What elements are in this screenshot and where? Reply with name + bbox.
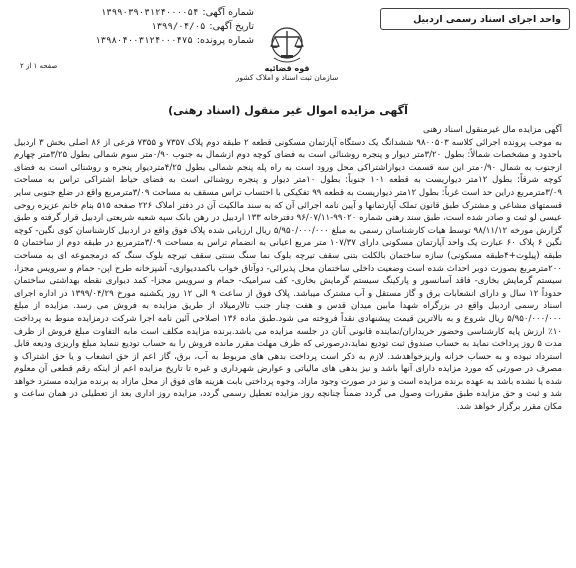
notice-number-label: شماره آگهی:	[202, 7, 254, 18]
case-number: ۱۳۹۸۰۴۰۰۳۱۲۴۰۰۰۴۷۵	[95, 36, 193, 46]
judiciary-emblem	[232, 26, 342, 98]
emblem-subtitle: سازمان ثبت اسناد و املاک کشور	[235, 73, 339, 82]
notice-paragraph-2: به موجب پرونده اجرائی کلاسه ۹۸۰۰۵۰۳ ششدانگ یک دستگاه آپارتمان مسکونی قطعه ۲ طبقه دوم پلاک ۷۳۵۷ و ۷۳۵۵ فرعی از ۸۶ اصلی بخش ۳ اردبیل باحدود و مشخصات شمالاً: بطول ۳/۲۰متر دیوار و پنجره روشنائی است به فضای کوچه دوم ازشمال به جنوب ۰/۹۰متر سوم شمالی بطول ۳/۲۵متر چهارم ازجنوب به شمال ۰/۹۰متر این سه قسمت دیواراشتراکی محل ورود است به راه پله پنجم شمالی بطول ۴/۲۵متردیوار پنجره و روشنائی است به فضای کوچه شرقاً: بطول ۱۲متر دیواریست به قطعه ۱۰۱ جنوباً: بطول ۱۰متر دیوار و پنجره روشنائی است به فضای حیاط اشتراکی تراس به مساحت ۳/۰۹مترمربع دراین حد است غرباً: بطول ۱۲متر دیواریست به قطعه ۹۹ تفکیکی با احتساب تراس مسقف به مساحت ۳/۰۹مترمربع واقع در ضلع جنوبی سایر قسمتهای مشاعی و مشترک طبق قانون تملک آپارتمانها و آیین نامه اجرائی آن که به سند مالکیت آن در دفتر املاک ۲۲۶ صفحه ۵۱۵ بنام خانم عزیزه روحی عیسی لو ثبت و صادر شده است، طبق سند رهنی شماره ۹۹۰۲۰-۹۶/۰۷/۱۱ دفترخانه ۱۳۳ اردبیل در رهن بانک سپه شعبه شریعتی اردبیل قرار گرفته و طبق گزارش مورخه ۹۸/۱۱/۱۲ توسط هیات کارشناسان رسمی به مبلغ ۵/۹۵۰/۰۰۰/۰۰۰ ریال ارزیابی شده پلاک فوق واقع در اردبیل کارشناسان کوی نگین- کوچه نگین ۶ پلاک ۶۰ عبارت یک واحد آپارتمان مسکونی دارای ۱۰۷/۳۷ متر مربع اعیانی به انضمام تراس به مساحت ۳/۰۹مترمربع در طبقه دوم از ساختمان ۵ طبقه (پیلوت+۴طبقه مسکونی) سازه ساختمان بالکلت بتنی سقف تیرچه بلوک نما سنگ سنتی سقف تیرچه بلوک سنگ که درمجموعه ای به مساحت ۲۰۰مترمربع بصورت دوبر احداث شده است وضعیت داخلی ساختمان محل پذیرائی- دوآتاق خواب باکمددیواری- آشپزخانه طرح اپن- حمام و سرویس مجزا، سیستم گرمایش بخاری- فاقد آسانسور و پارکینگ سیستم گرمایش بخاری- کف سرامیک- حمام و سرویس مجزا- کمد دیواری نقطه بهداشتی ساختمان حدوداً ۱۲ سال و دارای انشعابات برق و گاز مستقل و آب مشترک میباشد. پلاک فوق از ساعت ۹ الی ۱۲ روز یکشنبه مورخ ۱۳۹۹/۰۴/۲۹ در اداره اجرای اسناد رسمی اردبیل واقع در بزرگراه شهدا مابین میدان قدس و هفت چنار جنب تالارمیلاد از طریق مزایده به فروش می رسد. مزایده از مبلغ ۵/۹۵۰/۰۰۰/۰۰۰ ریال شروع و به بالاترین قیمت پیشنهادی نقداً فروخته می شود.طبق ماده ۱۳۶ اصلاحی آئین نامه اجرا شرکت درمزایده منوط به پرداخت ۱۰٪ ارزش پایه کارشناسی وحضور خریداران/نماینده قانونی آنان در جلسه مزایده می باشد.برنده مزایده مکلف است مابه التفاوت مبلغ فروش از ظرف مدت ۵ روز پرداخت نماید به حساب صندوق ثبت تودیع نماید،درصورتی که ظرف مهلت مقرر مانده فروش را به حساب تودیع ننماید مبلغ واریزی ودیعه قابل استرداد نبوده و به حساب خزانه واریزخواهدشد. لازم به ذکر است پرداخت بدهی های مربوط به آب، برق، گاز اعم از حق انشعاب و یا حق اشتراک و مصرف در صورتی که مورد مزایده دارای آنها باشد و نیز بدهی های مالیاتی و عوارض شهرداری و غیره تا تاریخ مزایده اعم از اینکه رقم قطعی آن معلوم شده یا نشده باشد به عهده برنده مزایده است و نیز در صورت وجود مازاد، وجوه پرداختی بابت هزینه های فوق از محل مازاد به برنده مزایده مسترد خواهد شد و ثبت و حق مزایده طبق مقررات وصول می گردد ضمناً چنانچه روز مزایده تعطیل رسمی گردد، مزایده روز اداری بعد از تعطیلی در همان ساعت و مکان مقرر برگزار خواهد شد.	[14, 137, 562, 413]
notice-number: ۱۳۹۹۰۳۹۰۳۱۲۴۰۰۰۰۵۴	[100, 8, 199, 18]
notice-body	[14, 124, 562, 554]
notice-metadata	[14, 6, 254, 48]
notice-title: آگهی مزایده اموال غیر منقول (اسناد رهنی)	[168, 104, 408, 117]
notice-number-row	[14, 6, 254, 20]
office-name-box	[380, 8, 570, 30]
notice-paragraph-1: آگهی مزایده مال غیرمنقول اسناد رهنی	[423, 125, 562, 135]
notice-date-label: تاریخ آگهی:	[209, 21, 254, 32]
page-indicator: صفحه ۱ از ۲	[20, 62, 58, 70]
notice-date-row	[14, 20, 254, 34]
office-name: واحد اجرای اسناد رسمی اردبیل	[413, 13, 561, 25]
case-number-row	[14, 34, 254, 48]
scales-of-justice-icon	[264, 26, 310, 64]
notice-date: ۱۳۹۹/۰۴/۰۵	[151, 22, 206, 32]
emblem-title: قوه قضائیه	[264, 64, 310, 73]
case-number-label: شماره پرونده:	[196, 35, 254, 46]
